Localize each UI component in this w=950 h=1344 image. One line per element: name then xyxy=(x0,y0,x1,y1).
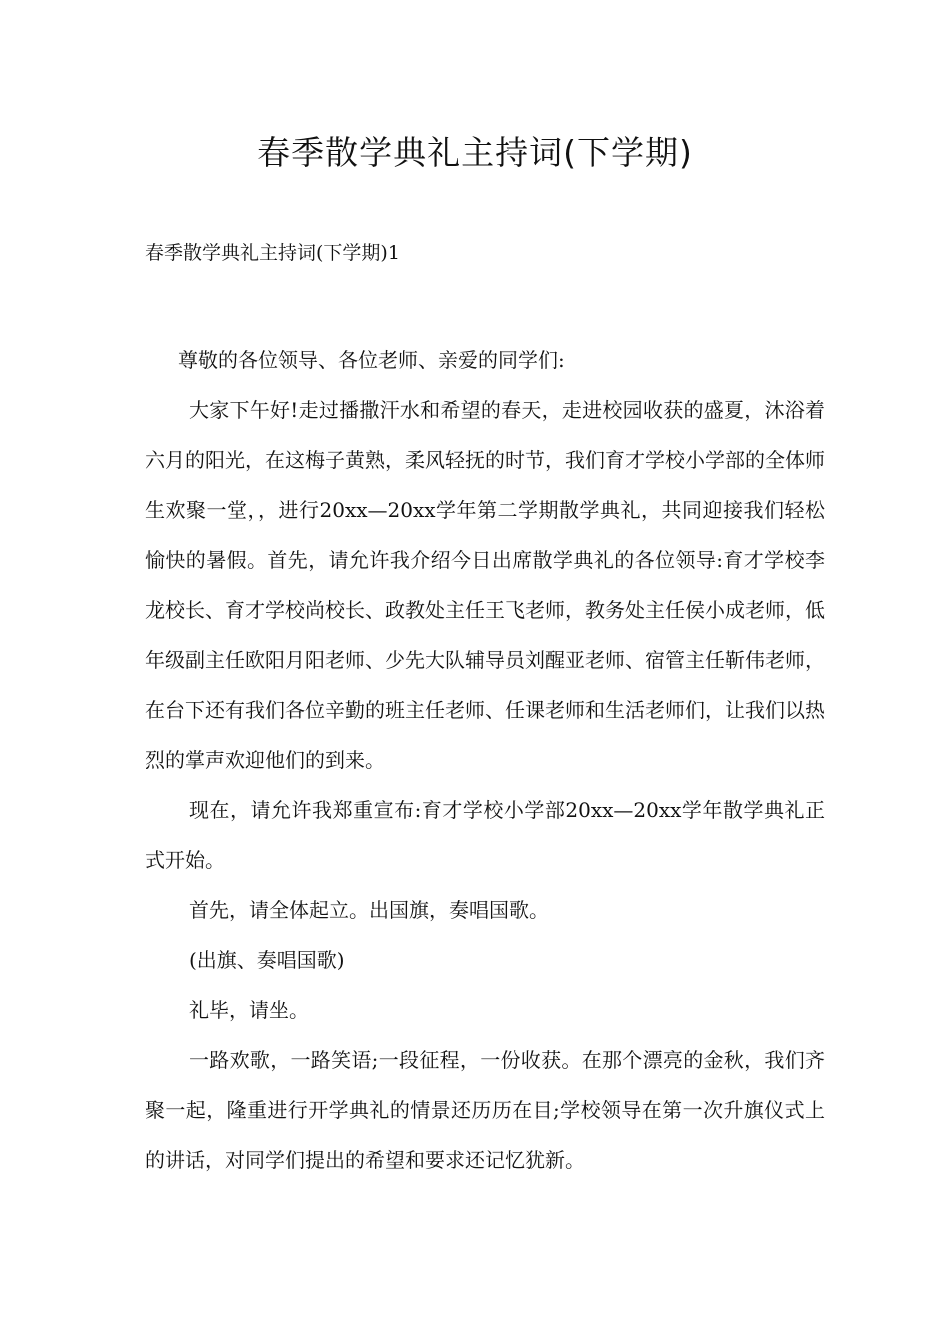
paragraph-flag-note: (出旗、奏唱国歌) xyxy=(189,948,345,972)
paragraph-flag-instruction: 首先，请全体起立。出国旗，奏唱国歌。 xyxy=(189,898,549,922)
paragraph-review: 一路欢歌，一路笑语;一段征程，一份收获。在那个漂亮的金秋，我们齐聚一起，隆重进行开学典礼的情景还历历在目;学校领导在第一次升旗仪式上的讲话，对同学们提出的希望和要求还记忆犹新。 xyxy=(145,1048,825,1172)
paragraph-announcement: 现在，请允许我郑重宣布:育才学校小学部20xx—20xx学年散学典礼正式开始。 xyxy=(145,798,825,872)
paragraph-opening: 大家下午好!走过播撒汗水和希望的春天，走进校园收获的盛夏，沐浴着六月的阳光，在这梅子黄熟，柔风轻抚的时节，我们育才学校小学部的全体师生欢聚一堂，，进行20xx—20xx学年第二学期散学典礼，共同迎接我们轻松愉快的暑假。首先，请允许我介绍今日出席散学典礼的各位领导:育才学校李龙校长、育才学校尚校长、政教处主任王飞老师，教务处主任侯小成老师，低年级副主任欧阳月阳老师、少先大队辅导员刘醒亚老师、宿管主任靳伟老师，在台下还有我们各位辛勤的班主任老师、任课老师和生活老师们，让我们以热烈的掌声欢迎他们的到来。 xyxy=(145,398,825,772)
paragraph-be-seated: 礼毕，请坐。 xyxy=(189,998,309,1022)
document-subtitle: 春季散学典礼主持词(下学期)1 xyxy=(145,242,400,264)
document-title: 春季散学典礼主持词(下学期) xyxy=(257,133,693,172)
document-body xyxy=(145,335,825,1185)
paragraph-salutation: 尊敬的各位领导、各位老师、亲爱的同学们: xyxy=(178,348,565,372)
